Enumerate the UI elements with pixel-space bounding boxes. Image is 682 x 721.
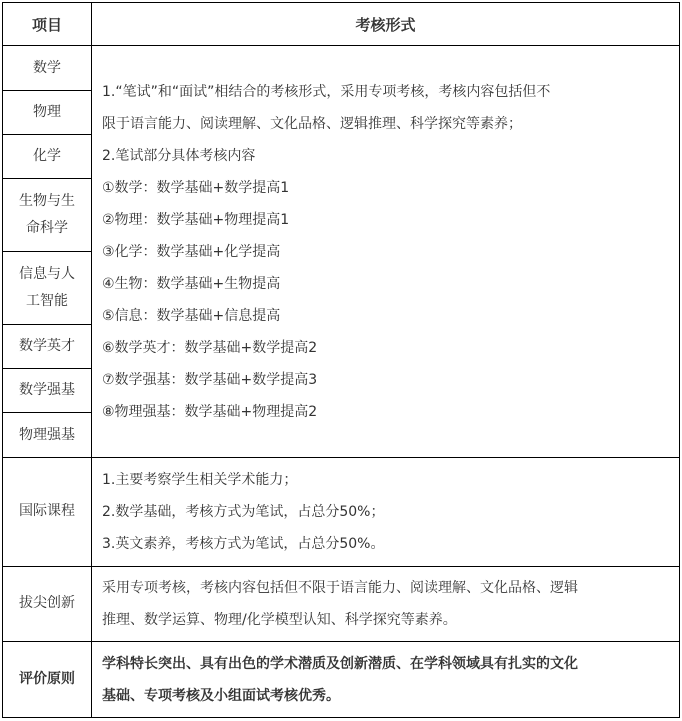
subject-physics-strong: 物理强基: [3, 413, 92, 457]
subject-physics: 物理: [3, 90, 92, 134]
content-line: ③化学：数学基础+化学提高: [102, 243, 281, 260]
innovation-content: [92, 566, 680, 642]
content-line: 1.“笔试”和“面试”相结合的考核形式，采用专项考核，考核内容包括但不: [102, 83, 551, 100]
table-row: [3, 457, 680, 566]
evaluation-principle-label: 评价原则: [3, 642, 92, 718]
content-line: ④生物：数学基础+生物提高: [102, 275, 281, 292]
subject-math: 数学: [3, 46, 92, 90]
table-row: [3, 566, 680, 642]
content-line: ⑥数学英才：数学基础+数学提高2: [102, 339, 318, 356]
subject-math-talent: 数学英才: [3, 324, 92, 368]
content-line: 基础、专项考核及小组面试考核优秀。: [102, 687, 340, 704]
subjects-assessment-content: [92, 46, 680, 457]
subject-info-ai: 信息与人 工智能: [3, 252, 92, 325]
table-row: [3, 642, 680, 718]
subject-innovation: 拔尖创新: [3, 566, 92, 642]
table-row: [3, 46, 680, 90]
content-line: ⑧物理强基：数学基础+物理提高2: [102, 403, 318, 420]
assessment-table: [2, 2, 680, 718]
content-line: 推理、数学运算、物理/化学模型认知、科学探究等素养。: [102, 611, 457, 628]
content-line: 学科特长突出、具有出色的学术潜质及创新潜质、在学科领域具有扎实的文化: [102, 655, 578, 672]
content-line: 采用专项考核，考核内容包括但不限于语言能力、阅读理解、文化品格、逻辑: [102, 579, 578, 596]
table-header-row: [3, 3, 680, 46]
international-content: [92, 457, 680, 566]
content-line: 2.数学基础，考核方式为笔试，占总分50%；: [102, 503, 385, 520]
evaluation-principle-content: [92, 642, 680, 718]
subject-biology: 生物与生 命科学: [3, 179, 92, 252]
subject-international: 国际课程: [3, 457, 92, 566]
header-project: 项目: [3, 3, 92, 46]
content-line: 3.英文素养，考核方式为笔试，占总分50%。: [102, 535, 385, 552]
content-line: 1.主要考察学生相关学术能力；: [102, 471, 298, 488]
content-line: ⑦数学强基：数学基础+数学提高3: [102, 371, 318, 388]
content-line: 2.笔试部分具体考核内容: [102, 147, 256, 164]
content-line: ②物理：数学基础+物理提高1: [102, 211, 290, 228]
header-assessment-form: 考核形式: [92, 3, 680, 46]
content-line: ⑤信息：数学基础+信息提高: [102, 307, 281, 324]
content-line: ①数学：数学基础+数学提高1: [102, 179, 290, 196]
subject-chemistry: 化学: [3, 135, 92, 179]
content-line: 限于语言能力、阅读理解、文化品格、逻辑推理、科学探究等素养；: [102, 115, 522, 132]
subject-math-strong: 数学强基: [3, 368, 92, 412]
